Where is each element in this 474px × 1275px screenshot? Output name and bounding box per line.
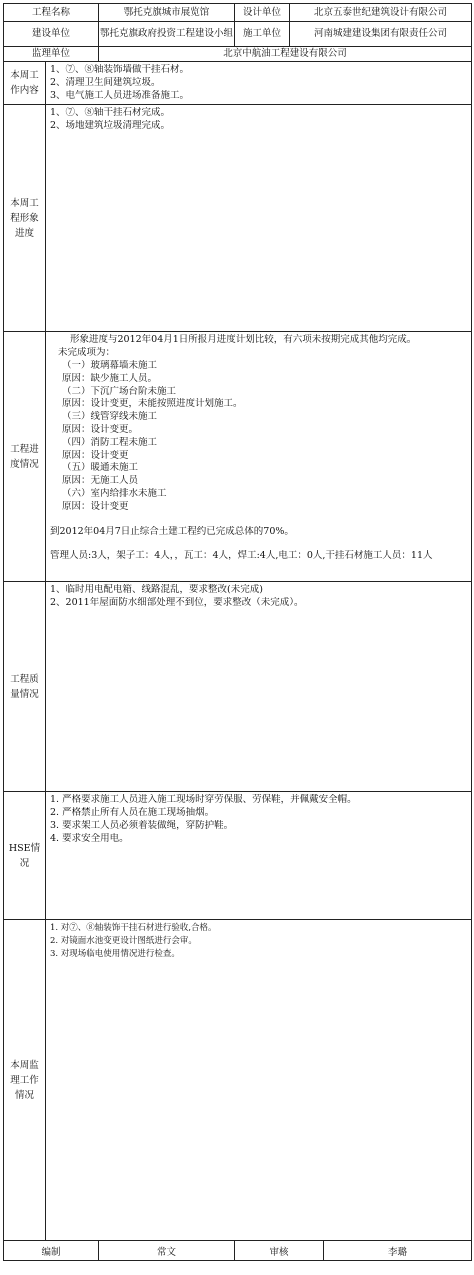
- quality-label: 工程质量情况: [4, 582, 46, 792]
- header-row-3: [4, 47, 472, 62]
- hse-line: 2. 严格禁止所有人员在施工现场抽烟。: [50, 807, 215, 819]
- schedule-staff: 管理人员:3人，架子工：4人，，瓦工：4人，焊工:4人,电工：0人,干挂石材施工人员：11人: [50, 550, 433, 562]
- prepared-value: 常文: [99, 1241, 235, 1261]
- schedule-row: [4, 332, 472, 582]
- supervisor-value: 北京中航油工程建设有限公司: [99, 47, 472, 62]
- footer-row: [4, 1241, 472, 1261]
- hse-line: 3. 要求架工人员必须着装做绳，穿防护鞋。: [50, 819, 234, 831]
- hse-line: 4. 要求安全用电。: [50, 832, 129, 844]
- quality-line: 2、2011年屋面防水细部处理不到位，要求整改（未完成）。: [50, 597, 304, 609]
- schedule-item-reason: 原因：设计变更。: [62, 423, 139, 435]
- contractor-value: 河南城建建设集团有限责任公司: [290, 22, 472, 47]
- schedule-item-name: （三）线管穿线未施工: [62, 411, 158, 423]
- weekly-progress-cell: [46, 105, 472, 332]
- schedule-item-reason: 原因：设计变更，未能按照进度计划施工。: [62, 398, 243, 410]
- schedule-intro: 形象进度与2012年04月1日所报月进度计划比较，有六项未按期完成其他均完成。: [70, 334, 417, 346]
- weekly-content-line: 2、清理卫生间建筑垃圾。: [50, 76, 161, 88]
- project-name-value: 鄂托克旗城市展览馆: [99, 4, 235, 22]
- schedule-item-name: （二）下沉广场台阶未施工: [62, 385, 177, 397]
- prepared-label: 编制: [4, 1241, 99, 1261]
- schedule-cell: [46, 332, 472, 582]
- quality-row: [4, 582, 472, 792]
- weekly-content-label: 本周工作内容: [4, 62, 46, 105]
- schedule-label: 工程进度情况: [4, 332, 46, 582]
- weekly-progress-row: [4, 105, 472, 332]
- owner-value: 鄂托克旗政府投资工程建设小组: [99, 22, 235, 47]
- weekly-content-cell: [46, 62, 472, 105]
- reviewed-label: 审核: [235, 1241, 324, 1261]
- weekly-report-table: [3, 3, 472, 1261]
- design-unit-label: 设计单位: [235, 4, 290, 22]
- quality-cell: [46, 582, 472, 792]
- weekly-content-row: [4, 62, 472, 105]
- schedule-item-reason: 原因：无施工人员: [62, 475, 139, 487]
- schedule-unfinished-title: 未完成项为：: [58, 347, 116, 359]
- quality-line: 1、临时用电配电箱、线路混乱，要求整改(未完成): [50, 584, 263, 596]
- hse-label: HSE情况: [4, 792, 46, 920]
- weekly-content-line: 3、电气施工人员进场准备施工。: [50, 89, 190, 101]
- supervision-label: 本周监理工作情况: [4, 920, 46, 1241]
- supervision-row: [4, 920, 472, 1241]
- schedule-summary: 到2012年04月7日止综合土建工程约已完成总体的70%。: [50, 525, 294, 537]
- schedule-item-reason: 原因：设计变更: [62, 500, 129, 512]
- supervision-cell: [46, 920, 472, 1241]
- schedule-item-reason: 原因：设计变更: [62, 449, 129, 461]
- schedule-item-reason: 原因：缺少施工人员。: [62, 372, 158, 384]
- schedule-item-name: （五）暖通未施工: [62, 462, 139, 474]
- weekly-progress-line: 1、⑦、⑧轴干挂石材完成。: [50, 107, 171, 119]
- reviewed-value: 李璐: [324, 1241, 472, 1261]
- schedule-item-name: （六）室内给排水未施工: [62, 487, 167, 499]
- weekly-progress-line: 2、场地建筑垃圾清理完成。: [50, 120, 171, 132]
- hse-cell: [46, 792, 472, 920]
- supervision-line: 2. 对镜面水池变更设计图纸进行会审。: [50, 936, 197, 947]
- hse-line: 1. 严格要求施工人员进入施工现场时穿劳保服、劳保鞋，并佩戴安全帽。: [50, 794, 357, 806]
- owner-label: 建设单位: [4, 22, 99, 47]
- schedule-item-name: （一）玻璃幕墙未施工: [62, 359, 158, 371]
- contractor-label: 施工单位: [235, 22, 290, 47]
- header-row-2: [4, 22, 472, 47]
- design-unit-value: 北京五泰世纪建筑设计有限公司: [290, 4, 472, 22]
- supervision-line: 3. 对现场临电使用情况进行检查。: [50, 948, 180, 959]
- hse-row: [4, 792, 472, 920]
- header-row-1: [4, 4, 472, 22]
- supervisor-label: 监理单位: [4, 47, 99, 62]
- weekly-progress-label: 本周工程形象进度: [4, 105, 46, 332]
- supervision-line: 1. 对⑦、⑧轴装饰干挂石材进行验收,合格。: [50, 923, 217, 934]
- schedule-item-name: （四）消防工程未施工: [62, 436, 158, 448]
- project-name-label: 工程名称: [4, 4, 99, 22]
- weekly-content-line: 1、⑦、⑧轴装饰墙做干挂石材。: [50, 64, 190, 75]
